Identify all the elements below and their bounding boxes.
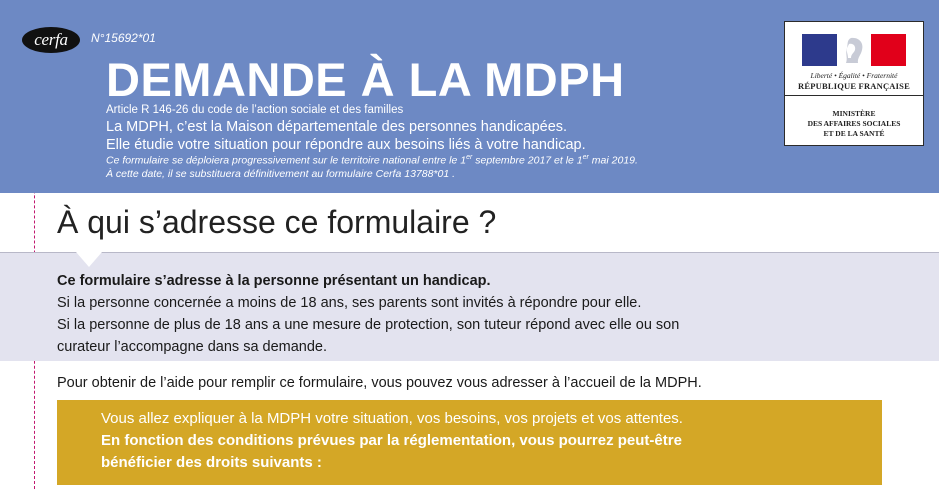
protection-rule-continued: curateur l’accompagne dans sa demande.	[57, 339, 328, 355]
panel-notch	[76, 252, 102, 267]
cerfa-number: N°15692*01	[91, 31, 156, 45]
republic-name: RÉPUBLIQUE FRANÇAISE	[798, 81, 910, 91]
ministry-name: MINISTÈRE DES AFFAIRES SOCIALES ET DE LA SANTÉ	[807, 109, 901, 138]
cerfa-logo: cerfa	[22, 27, 80, 53]
section-title: À qui s’adresse ce formulaire ?	[57, 204, 497, 240]
deployment-note-2: À cette date, il se substituera définitivement au formulaire Cerfa 13788*01 .	[106, 168, 456, 180]
rights-callout-box	[57, 400, 882, 485]
audience-statement: Ce formulaire s’adresse à la personne présentant un handicap.	[57, 273, 491, 289]
callout-line-1: Vous allez expliquer à la MDPH votre situation, vos besoins, vos projets et vos attentes.	[101, 410, 683, 427]
callout-line-3: bénéficier des droits suivants :	[101, 454, 322, 471]
legal-article: Article R 146-26 du code de l’action sociale et des familles	[106, 104, 404, 116]
republic-motto: Liberté • Égalité • Fraternité	[810, 71, 898, 80]
deployment-note-1: Ce formulaire se déploiera progressivement sur le territoire national entre le 1er septembre 2017 et le 1er mai 2019.	[106, 154, 638, 167]
minor-rule: Si la personne concernée a moins de 18 ans, ses parents sont invités à répondre pour elle.	[57, 295, 642, 311]
description-line-1: La MDPH, c’est la Maison départementale des personnes handicapées.	[106, 119, 568, 135]
republique-francaise-logo	[784, 21, 924, 146]
form-title: DEMANDE À LA MDPH	[106, 53, 625, 106]
french-flag-marianne-icon	[802, 34, 906, 66]
protection-rule: Si la personne de plus de 18 ans a une mesure de protection, son tuteur répond avec elle ou son	[57, 317, 680, 333]
republic-emblem	[785, 22, 923, 96]
help-text: Pour obtenir de l’aide pour remplir ce formulaire, vous pouvez vous adresser à l’accueil de la MDPH.	[57, 375, 702, 391]
description-line-2: Elle étudie votre situation pour répondre aux besoins liés à votre handicap.	[106, 137, 586, 153]
callout-line-2: En fonction des conditions prévues par la réglementation, vous pourrez peut-être	[101, 432, 682, 449]
